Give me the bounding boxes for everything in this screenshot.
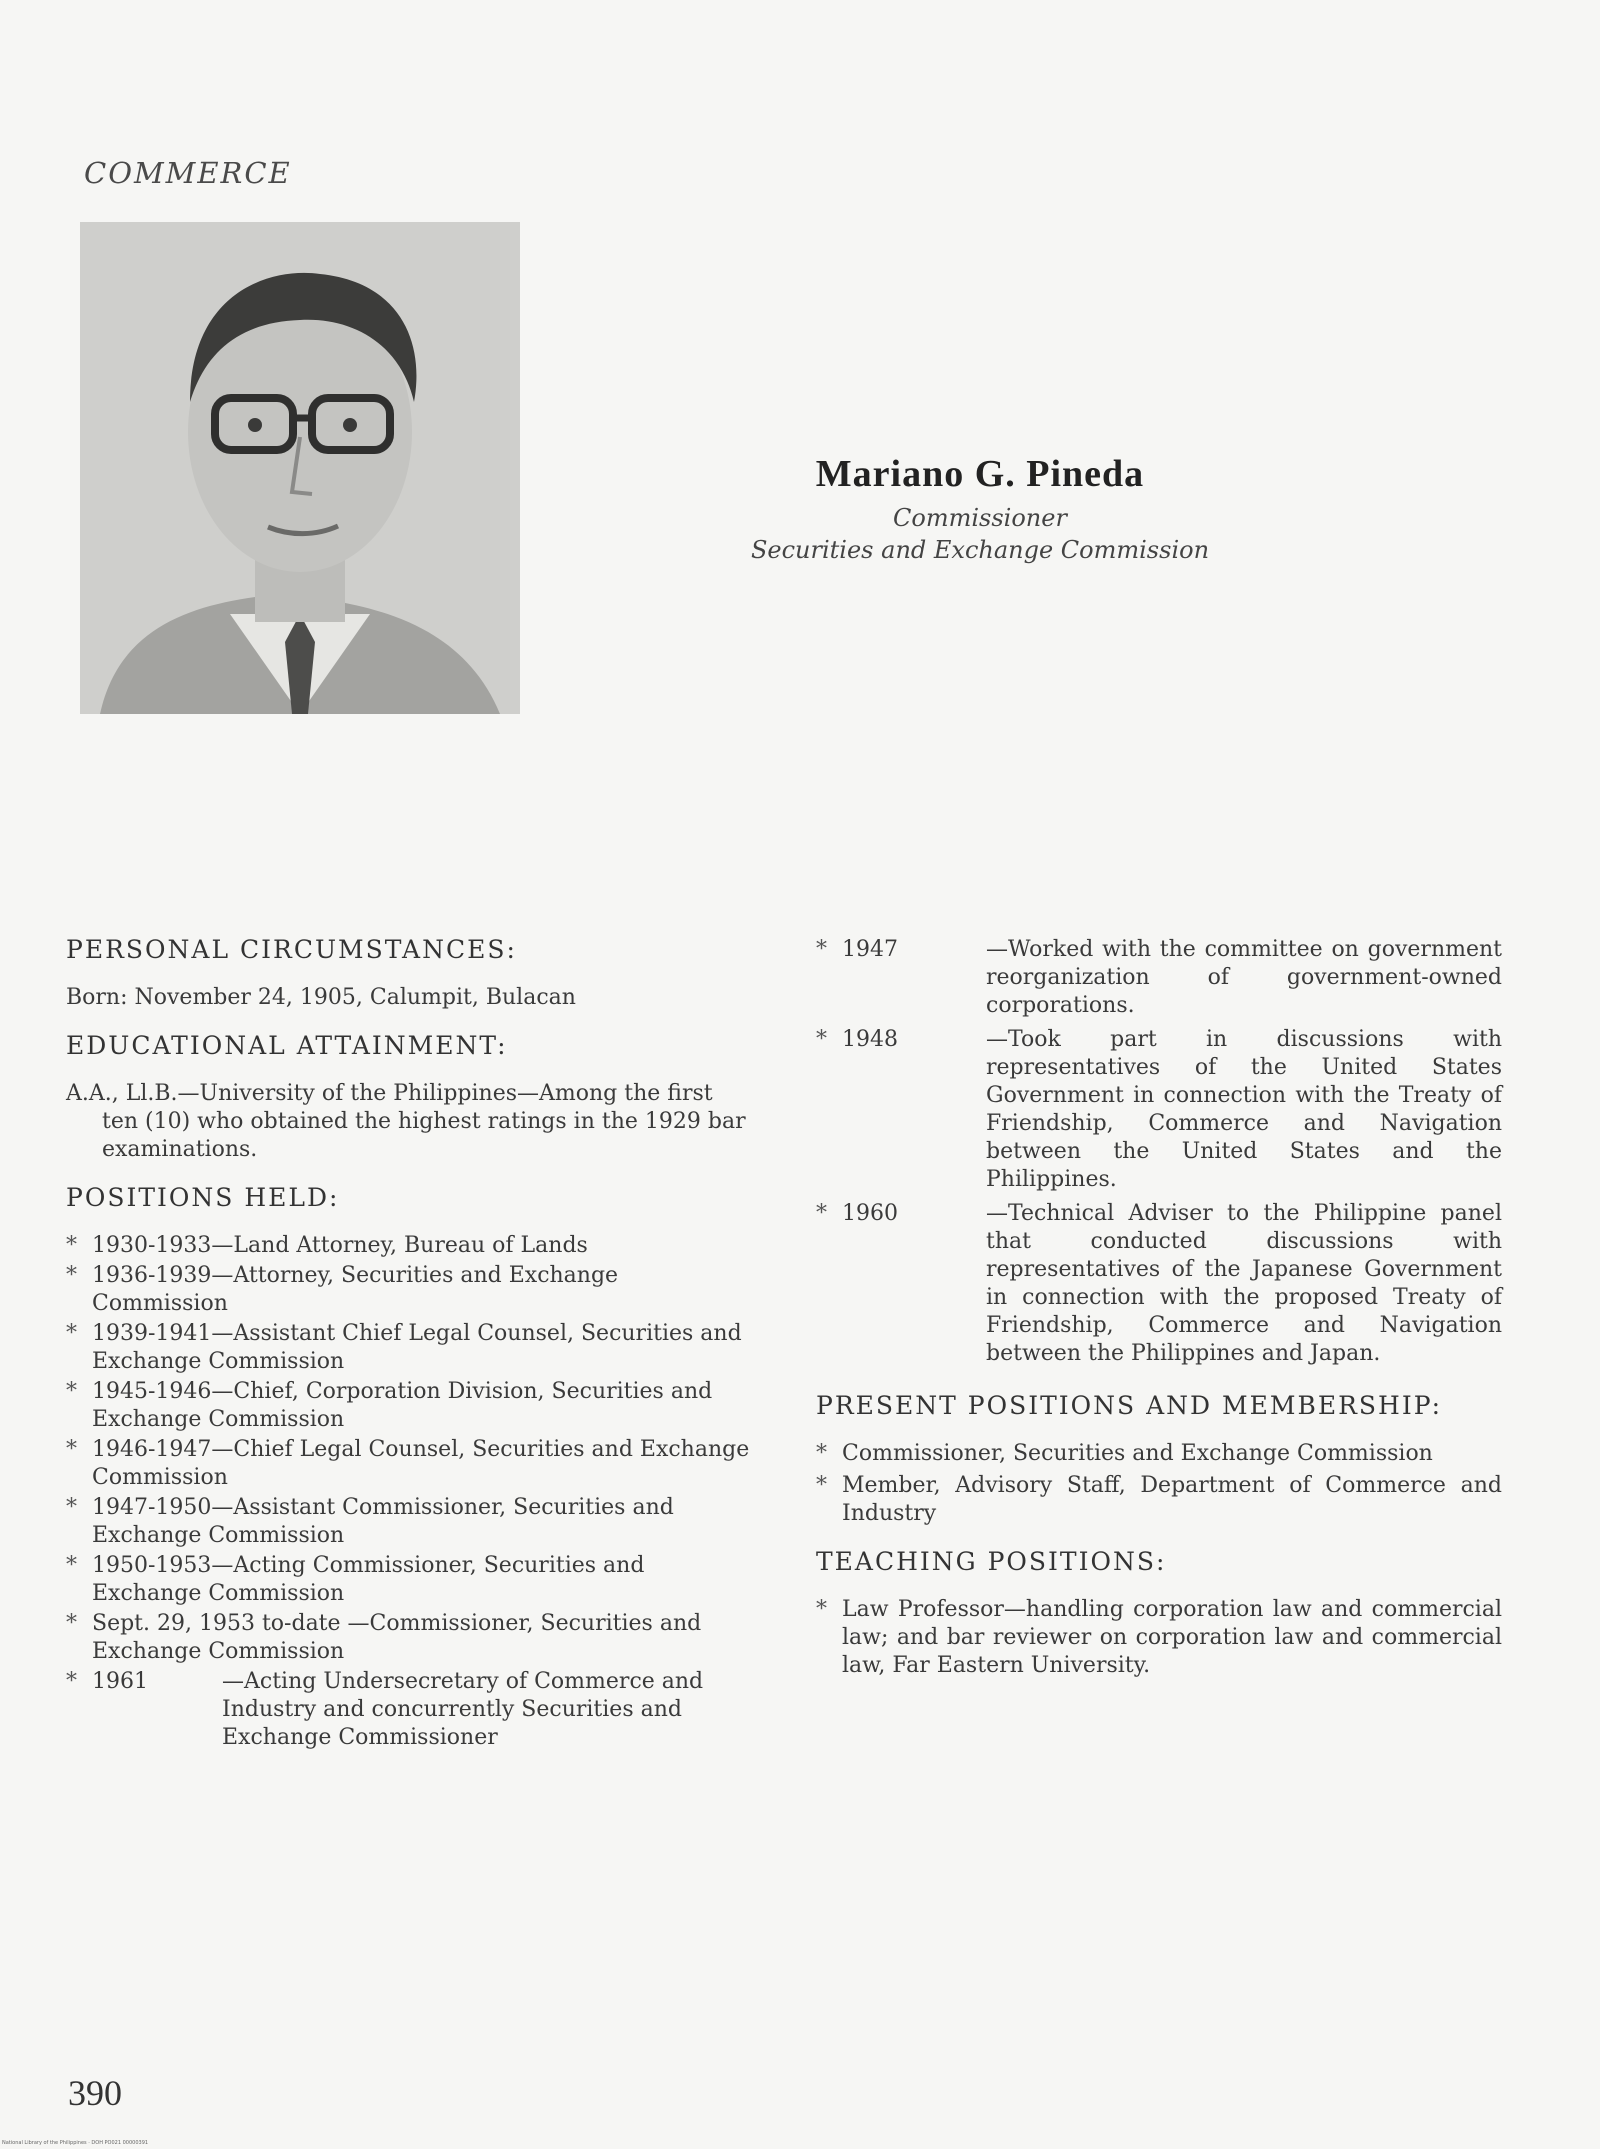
position-text: —Worked with the committee on government reorganization of government-owned corporations. bbox=[986, 937, 1502, 1018]
position-text: —Took part in discussions with representatives of the United States Government in connection with the Treaty of Friendship, Commerce and Navigation between the United States and the Philippines. bbox=[986, 1027, 1502, 1192]
position-date: 1930-1933 bbox=[92, 1233, 212, 1258]
position-date: 1947 bbox=[842, 937, 898, 962]
list-item bbox=[816, 936, 1502, 1020]
position-text: —Acting Undersecretary of Commerce and Industry and concurrently Securities and Exchange Commissioner bbox=[222, 1669, 704, 1750]
bullet-icon: * bbox=[816, 1201, 827, 1226]
position-text: —Assistant Chief Legal Counsel, Securities and Exchange Commission bbox=[92, 1321, 742, 1374]
list-item bbox=[66, 1668, 752, 1752]
bullet-icon: * bbox=[66, 1321, 77, 1346]
footer-note: National Library of the Philippines · DOH PO021 00000391 bbox=[2, 2140, 149, 2146]
born-text: Born: November 24, 1905, Calumpit, Bulacan bbox=[66, 985, 576, 1010]
bullet-icon: * bbox=[816, 1473, 827, 1498]
section-label: COMMERCE bbox=[84, 156, 292, 190]
education-text: A.A., Ll.B.—University of the Philippines—Among the first ten (10) who obtained the highest ratings in the 1929 bar examinations. bbox=[66, 1081, 746, 1162]
teaching-text: Law Professor—handling corporation law and commercial law; and bar reviewer on corporation law and commercial law, Far Eastern University. bbox=[842, 1597, 1502, 1678]
present-list bbox=[816, 1440, 1502, 1528]
position-text: —Technical Adviser to the Philippine panel that conducted discussions with representatives of the Japanese Government in connection with the proposed Treaty of Friendship, Commerce and Navigation between the Philippines and Japan. bbox=[986, 1201, 1502, 1366]
bullet-icon: * bbox=[66, 1495, 77, 1520]
position-date: 1947-1950 bbox=[92, 1495, 212, 1520]
bullet-icon: * bbox=[816, 1441, 827, 1466]
person-organization: Securities and Exchange Commission bbox=[750, 536, 1210, 564]
personal-heading: PERSONAL CIRCUMSTANCES: bbox=[66, 935, 517, 964]
person-name: Mariano G. Pineda bbox=[815, 453, 1145, 495]
left-column bbox=[66, 936, 752, 1772]
list-item bbox=[66, 1436, 752, 1492]
present-text: Commissioner, Securities and Exchange Commission bbox=[842, 1441, 1433, 1466]
right-column bbox=[816, 936, 1502, 1700]
list-item bbox=[66, 1610, 752, 1666]
list-item bbox=[66, 1320, 752, 1376]
list-item bbox=[66, 1232, 752, 1260]
list-item bbox=[816, 1440, 1502, 1468]
bullet-icon: * bbox=[816, 1027, 827, 1052]
list-item bbox=[66, 1552, 752, 1608]
bullet-icon: * bbox=[66, 1553, 77, 1578]
list-item bbox=[816, 1596, 1502, 1680]
bullet-icon: * bbox=[66, 1437, 77, 1462]
list-item bbox=[66, 1262, 752, 1318]
position-date: 1961 bbox=[92, 1669, 148, 1694]
present-heading: PRESENT POSITIONS AND MEMBERSHIP: bbox=[816, 1391, 1443, 1420]
teaching-list bbox=[816, 1596, 1502, 1680]
person-title: Commissioner bbox=[893, 504, 1067, 532]
bullet-icon: * bbox=[66, 1379, 77, 1404]
position-date: 1950-1953 bbox=[92, 1553, 212, 1578]
bullet-icon: * bbox=[66, 1233, 77, 1258]
position-date: 1945-1946 bbox=[92, 1379, 212, 1404]
list-item bbox=[66, 1494, 752, 1550]
position-text: —Land Attorney, Bureau of Lands bbox=[211, 1233, 588, 1258]
present-text: Member, Advisory Staff, Department of Commerce and Industry bbox=[842, 1473, 1502, 1526]
position-date: 1939-1941 bbox=[92, 1321, 212, 1346]
bullet-icon: * bbox=[66, 1669, 77, 1694]
position-date: 1948 bbox=[842, 1027, 898, 1052]
list-item bbox=[816, 1472, 1502, 1528]
list-item bbox=[66, 1378, 752, 1434]
education-heading: EDUCATIONAL ATTAINMENT: bbox=[66, 1031, 508, 1060]
page-number: 390 bbox=[68, 2073, 122, 2113]
position-text: —Assistant Commissioner, Securities and Exchange Commission bbox=[92, 1495, 674, 1548]
positions-heading: POSITIONS HELD: bbox=[66, 1183, 340, 1212]
position-text: —Acting Commissioner, Securities and Exchange Commission bbox=[92, 1553, 645, 1606]
bullet-icon: * bbox=[66, 1611, 77, 1636]
bullet-icon: * bbox=[816, 1597, 827, 1622]
list-item bbox=[816, 1200, 1502, 1368]
position-date: 1936-1939 bbox=[92, 1263, 212, 1288]
list-item bbox=[816, 1026, 1502, 1194]
bullet-icon: * bbox=[66, 1263, 77, 1288]
portrait-photo bbox=[80, 222, 520, 714]
position-text: —Attorney, Securities and Exchange Commission bbox=[92, 1263, 619, 1316]
position-date: 1946-1947 bbox=[92, 1437, 212, 1462]
position-text: —Commissioner, Securities and Exchange Commission bbox=[92, 1611, 702, 1664]
person-header bbox=[700, 452, 1260, 564]
position-text: —Chief Legal Counsel, Securities and Exchange Commission bbox=[92, 1437, 750, 1490]
position-text: —Chief, Corporation Division, Securities and Exchange Commission bbox=[92, 1379, 713, 1432]
bullet-icon: * bbox=[816, 937, 827, 962]
position-date: 1960 bbox=[842, 1201, 898, 1226]
positions-continued-list bbox=[816, 936, 1502, 1368]
positions-list bbox=[66, 1232, 752, 1752]
position-date: Sept. 29, 1953 to-date bbox=[92, 1611, 341, 1636]
teaching-heading: TEACHING POSITIONS: bbox=[816, 1547, 1167, 1576]
